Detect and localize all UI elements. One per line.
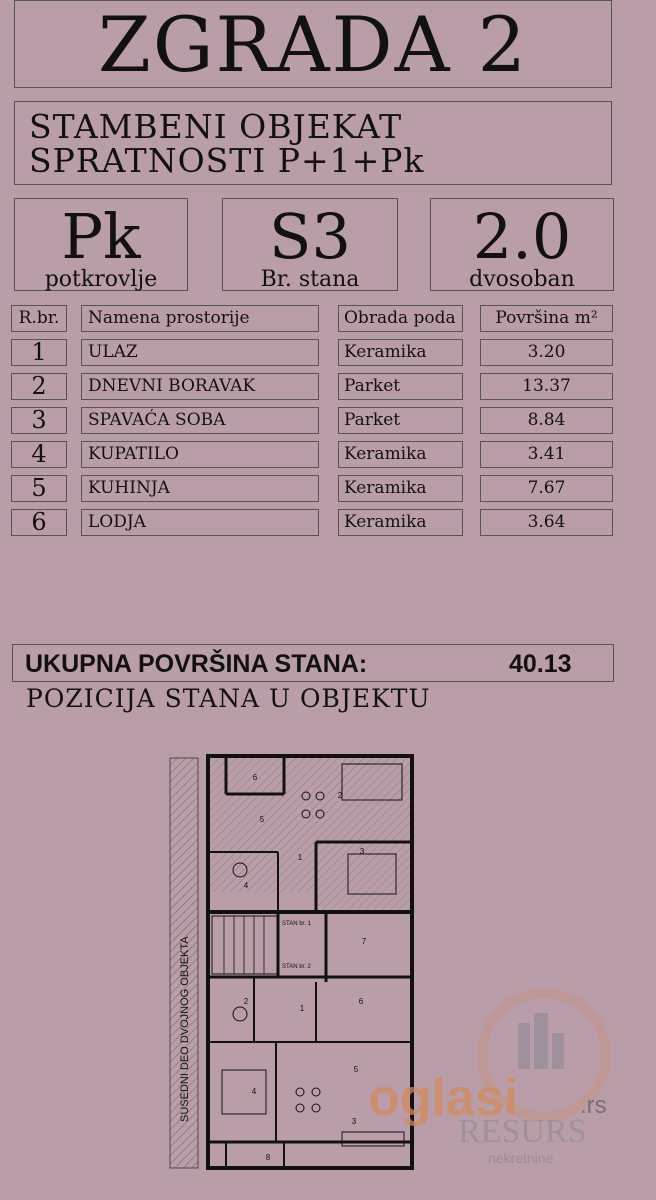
room-number: 1: [299, 1004, 305, 1013]
row-4-no: 4: [11, 441, 67, 468]
room-number: 1: [297, 853, 303, 862]
apartment-type-label: dvosoban: [469, 267, 575, 292]
row-1-floor: Keramika: [338, 339, 463, 366]
watermark-tagline: nekretnine: [488, 1150, 554, 1166]
apartment-code: S3: [269, 200, 351, 273]
row-2-floor: Parket: [338, 373, 463, 400]
row-3-no: 3: [11, 407, 67, 434]
total-area-value: 40.13: [509, 650, 572, 678]
stairwell: [212, 916, 278, 974]
row-3-floor: Parket: [338, 407, 463, 434]
room-number: 3: [359, 847, 365, 856]
building-description: [14, 101, 612, 185]
room-number: 2: [243, 997, 249, 1006]
building-logo-icon: [518, 1013, 564, 1069]
subtitle-line-2: SPRATNOSTI P+1+Pk: [29, 141, 425, 180]
room-number: 6: [358, 997, 364, 1006]
header-no: R.br.: [11, 305, 67, 332]
apartment-code-box: [222, 198, 398, 291]
row-6-no: 6: [11, 509, 67, 536]
neighbor-label: SUSEDNI DEO DVOJNOG OBJEKTA: [179, 936, 191, 1122]
building-title: ZGRADA 2: [14, 0, 612, 88]
watermark: [358, 985, 638, 1175]
row-5-floor: Keramika: [338, 475, 463, 502]
room-number: 3: [351, 1117, 357, 1126]
apartment-type-box: [430, 198, 614, 291]
floor-code-label: potkrovlje: [44, 267, 158, 292]
row-4-name: KUPATILO: [81, 441, 319, 468]
row-5-area: 7.67: [480, 475, 613, 502]
stan-label-2: STAN br. 2: [282, 964, 311, 970]
room-number: 6: [252, 773, 258, 782]
room-number: 7: [361, 937, 367, 946]
row-1-name: ULAZ: [81, 339, 319, 366]
floor-code: Pk: [61, 200, 141, 273]
row-6-name: LODJA: [81, 509, 319, 536]
watermark-brand: oglasi: [368, 1069, 519, 1127]
room-number: 2: [337, 791, 343, 800]
row-6-floor: Keramika: [338, 509, 463, 536]
apartment-highlight: [210, 758, 410, 912]
room-number: 4: [251, 1087, 257, 1096]
apartment-type-code: 2.0: [472, 200, 572, 273]
row-2-area: 13.37: [480, 373, 613, 400]
row-5-no: 5: [11, 475, 67, 502]
row-3-name: SPAVAĆA SOBA: [81, 407, 319, 434]
watermark-company: RESURS: [458, 1113, 587, 1150]
total-area-box: [12, 644, 614, 682]
row-5-name: KUHINJA: [81, 475, 319, 502]
subtitle-line-1: STAMBENI OBJEKAT: [29, 107, 403, 146]
header-area: Površina m²: [480, 305, 613, 332]
apartment-code-label: Br. stana: [260, 267, 360, 292]
room-number: 5: [353, 1065, 359, 1074]
row-1-no: 1: [11, 339, 67, 366]
position-heading: POZICIJA STANA U OBJEKTU: [26, 684, 431, 713]
row-2-no: 2: [11, 373, 67, 400]
row-6-area: 3.64: [480, 509, 613, 536]
floor-code-box: [14, 198, 188, 291]
room-number: 4: [243, 881, 249, 890]
stan-label-1: STAN br. 1: [282, 921, 311, 927]
row-4-floor: Keramika: [338, 441, 463, 468]
row-2-name: DNEVNI BORAVAK: [81, 373, 319, 400]
watermark-tld: .rs: [580, 1092, 607, 1119]
total-area-label: UKUPNA POVRŠINA STANA:: [25, 650, 368, 678]
row-4-area: 3.41: [480, 441, 613, 468]
room-number: 8: [265, 1153, 271, 1162]
bed-bottom: [222, 1070, 266, 1114]
row-3-area: 8.84: [480, 407, 613, 434]
header-name: Namena prostorije: [81, 305, 319, 332]
header-floor: Obrada poda: [338, 305, 463, 332]
room-number: 5: [259, 815, 265, 824]
row-1-area: 3.20: [480, 339, 613, 366]
